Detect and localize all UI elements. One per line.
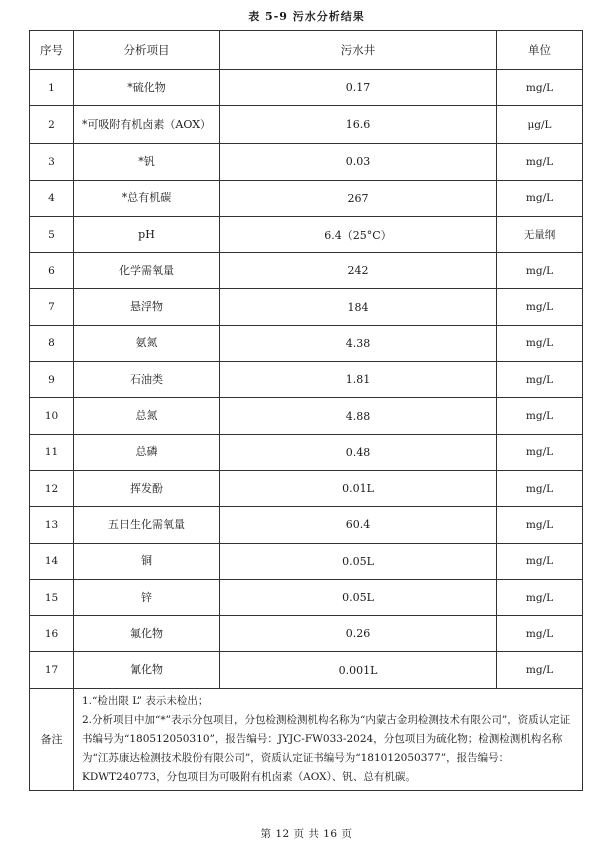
table-row xyxy=(30,180,583,216)
cell-unit: mg/L xyxy=(497,470,583,506)
remarks-text xyxy=(74,688,583,790)
cell-item: 石油类 xyxy=(74,362,220,398)
cell-unit: mg/L xyxy=(497,325,583,361)
table-row xyxy=(30,362,583,398)
cell-value: 242 xyxy=(220,253,497,289)
cell-value: 267 xyxy=(220,180,497,216)
page-footer: 第 12 页 共 16 页 xyxy=(260,828,353,840)
cell-seq: 1 xyxy=(30,70,74,106)
cell-item: *可吸附有机卤素（AOX） xyxy=(74,106,220,144)
cell-item: 总氮 xyxy=(74,398,220,434)
cell-value: 0.48 xyxy=(220,434,497,470)
cell-item: 化学需氧量 xyxy=(74,253,220,289)
cell-unit: mg/L xyxy=(497,652,583,688)
table-row xyxy=(30,616,583,652)
cell-value: 0.001L xyxy=(220,652,497,688)
cell-value: 1.81 xyxy=(220,362,497,398)
table-row xyxy=(30,652,583,688)
header-item: 分析项目 xyxy=(74,31,220,70)
cell-seq: 2 xyxy=(30,106,74,144)
cell-unit: mg/L xyxy=(497,398,583,434)
cell-seq: 17 xyxy=(30,652,74,688)
cell-item: *硫化物 xyxy=(74,70,220,106)
cell-value: 4.38 xyxy=(220,325,497,361)
cell-seq: 8 xyxy=(30,325,74,361)
cell-seq: 11 xyxy=(30,434,74,470)
cell-item: 总磷 xyxy=(74,434,220,470)
cell-value: 184 xyxy=(220,289,497,325)
table-row xyxy=(30,216,583,252)
cell-seq: 3 xyxy=(30,144,74,180)
cell-value: 4.88 xyxy=(220,398,497,434)
cell-seq: 5 xyxy=(30,216,74,252)
remarks-label: 备注 xyxy=(30,688,74,790)
cell-unit: mg/L xyxy=(497,253,583,289)
cell-seq: 15 xyxy=(30,579,74,615)
cell-item: 挥发酚 xyxy=(74,470,220,506)
cell-item: 氟化物 xyxy=(74,616,220,652)
table-row xyxy=(30,434,583,470)
cell-unit: mg/L xyxy=(497,616,583,652)
cell-item: 氰化物 xyxy=(74,652,220,688)
cell-item: 氨氮 xyxy=(74,325,220,361)
cell-seq: 12 xyxy=(30,470,74,506)
table-row xyxy=(30,398,583,434)
cell-unit: mg/L xyxy=(497,180,583,216)
table-body xyxy=(30,70,583,791)
table-caption: 表 5-9 污水分析结果 xyxy=(248,10,365,23)
cell-seq: 7 xyxy=(30,289,74,325)
table-row xyxy=(30,470,583,506)
cell-value: 0.26 xyxy=(220,616,497,652)
table-row xyxy=(30,253,583,289)
table-row xyxy=(30,289,583,325)
cell-seq: 16 xyxy=(30,616,74,652)
cell-item: 五日生化需氧量 xyxy=(74,507,220,543)
sewage-analysis-table xyxy=(29,30,583,791)
table-row xyxy=(30,507,583,543)
cell-seq: 6 xyxy=(30,253,74,289)
cell-unit: mg/L xyxy=(497,543,583,579)
cell-unit: mg/L xyxy=(497,579,583,615)
cell-unit: mg/L xyxy=(497,434,583,470)
cell-seq: 14 xyxy=(30,543,74,579)
cell-unit: mg/L xyxy=(497,362,583,398)
cell-seq: 10 xyxy=(30,398,74,434)
table-row xyxy=(30,70,583,106)
cell-unit: mg/L xyxy=(497,507,583,543)
cell-value: 0.03 xyxy=(220,144,497,180)
cell-unit: μg/L xyxy=(497,106,583,144)
table-row xyxy=(30,106,583,144)
cell-unit: mg/L xyxy=(497,144,583,180)
cell-unit: mg/L xyxy=(497,289,583,325)
cell-value: 60.4 xyxy=(220,507,497,543)
cell-value: 16.6 xyxy=(220,106,497,144)
remarks-row xyxy=(30,688,583,790)
cell-value: 0.17 xyxy=(220,70,497,106)
table-row xyxy=(30,144,583,180)
cell-value: 0.05L xyxy=(220,579,497,615)
table-row xyxy=(30,325,583,361)
cell-seq: 9 xyxy=(30,362,74,398)
cell-item: 铜 xyxy=(74,543,220,579)
cell-item: *总有机碳 xyxy=(74,180,220,216)
cell-value: 6.4（25°C） xyxy=(220,216,497,252)
header-value: 污水井 xyxy=(220,31,497,70)
cell-item: 悬浮物 xyxy=(74,289,220,325)
header-row xyxy=(30,31,583,70)
table-row xyxy=(30,543,583,579)
remark-line-2: 2.分析项目中加“*”表示分包项目，分包检测检测机构名称为“内蒙古金玥检测技术有限公司”，资质认定证书编号为“180512050310”，报告编号：JYJC-FW033-2024，分包项目为硫化物；检测检测机构名称为“江苏康达检测技术股份有限公司”，资质认定证书编号为“181012050377”，报告编号：KDWT240773，分包项目为可吸附有机卤素（AOX）、钒、总有机碳。 xyxy=(82,713,571,783)
header-unit: 单位 xyxy=(497,31,583,70)
cell-item: pH xyxy=(74,216,220,252)
header-seq: 序号 xyxy=(30,31,74,70)
cell-item: *钒 xyxy=(74,144,220,180)
cell-seq: 4 xyxy=(30,180,74,216)
cell-unit: mg/L xyxy=(497,70,583,106)
cell-item: 锌 xyxy=(74,579,220,615)
cell-value: 0.05L xyxy=(220,543,497,579)
remark-line-1: 1.“检出限 L” 表示未检出； xyxy=(82,694,209,707)
cell-value: 0.01L xyxy=(220,470,497,506)
cell-unit: 无量纲 xyxy=(497,216,583,252)
table-row xyxy=(30,579,583,615)
cell-seq: 13 xyxy=(30,507,74,543)
